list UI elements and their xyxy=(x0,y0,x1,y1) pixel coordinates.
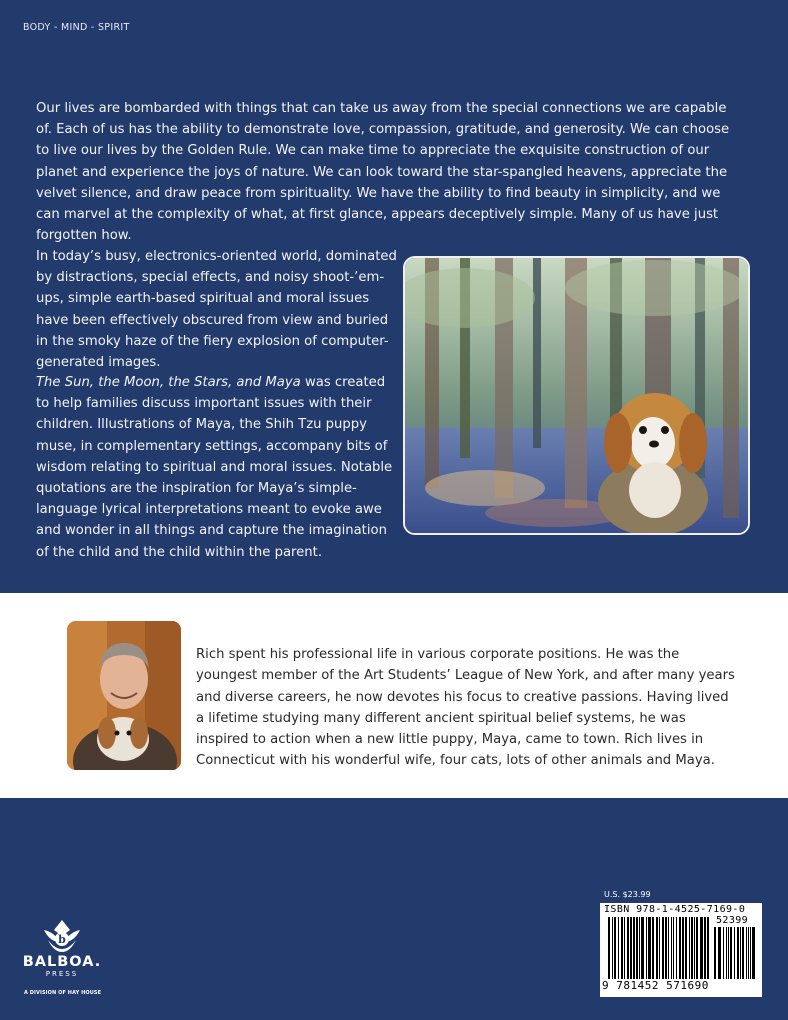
barcode-bar xyxy=(646,917,647,979)
barcode-bar xyxy=(700,917,703,979)
barcode-bar xyxy=(673,917,674,979)
barcode-bar xyxy=(707,917,709,979)
barcode-bar xyxy=(659,917,660,979)
barcode-bars-main xyxy=(608,917,710,981)
barcode-bar xyxy=(750,927,751,979)
author-photo xyxy=(67,621,181,770)
barcode-bar xyxy=(630,917,632,979)
barcode-bar xyxy=(679,917,681,979)
blurb-paragraph-3 xyxy=(36,372,398,563)
blurb-text-2: In today’s busy, electronics-oriented world, dominated by distractions, special effects, and noisy shoot-’em-ups, simple earth-based spiritual and moral issues have been effectively obscured from view and buried in the smoky haze of the fiery explosion of computer-generated images. xyxy=(36,249,397,371)
barcode-bar xyxy=(689,917,690,979)
svg-text:b: b xyxy=(58,933,66,946)
barcode-bar xyxy=(676,917,677,979)
barcode-bar xyxy=(704,917,706,979)
lotus-b-icon xyxy=(40,918,84,954)
barcode-bar xyxy=(691,917,693,979)
author-bio: Rich spent his professional life in various corporate positions. He was the youngest member of the Art Students’ League of New York, and after many years and diverse careers, he now devotes his focus to creative passions. Having lived a lifetime studying many different ancient spiritual belief systems, he was inspired to action when a new little puppy, Maya, came to town. Rich lives in Connecticut with his wonderful wife, four cats, lots of other animals and Maya. xyxy=(196,647,735,769)
barcode-bar xyxy=(742,927,744,979)
author-portrait xyxy=(67,621,181,770)
publisher-sub: PRESS xyxy=(45,970,79,978)
publisher-logo xyxy=(22,918,102,996)
blurb-text-3: was created to help families discuss important issues with their children. Illustrations of Maya, the Shih Tzu puppy muse, in complementary settings, accompany bits of wisdom relating to spiritual and moral issues. Notable quotations are the inspiration for Maya’s simple-language lyrical interpretations meant to evoke awe and wonder in all things and capture the imagination of the child and the child within the parent. xyxy=(36,375,393,560)
book-title: The Sun, the Moon, the Stars, and Maya xyxy=(36,375,301,390)
barcode-bar xyxy=(718,927,721,979)
barcode-bar xyxy=(662,917,664,979)
barcode-number: 9 781452 571690 xyxy=(602,979,709,992)
barcode-bar xyxy=(746,927,747,979)
barcode-bar xyxy=(694,917,695,979)
forest-dog-painting xyxy=(405,258,748,533)
barcode-bar xyxy=(671,917,672,979)
barcode-bar xyxy=(737,927,739,979)
barcode-bar xyxy=(618,917,619,979)
barcode-bar xyxy=(633,917,635,979)
barcode-bar xyxy=(612,917,613,979)
barcode-bar xyxy=(614,917,616,979)
barcode-bar xyxy=(685,917,687,979)
blurb-paragraph-2 xyxy=(36,246,398,373)
barcode-bar xyxy=(714,927,716,979)
barcode-bar xyxy=(668,917,669,979)
barcode-bar xyxy=(726,927,727,979)
barcode-bar xyxy=(641,917,644,979)
barcode-bars-addon xyxy=(714,927,758,981)
barcode-bar xyxy=(734,927,735,979)
barcode-bar xyxy=(608,917,610,979)
price-code: 52399 xyxy=(716,915,749,926)
isbn-barcode xyxy=(600,903,762,997)
price-label: U.S. $23.99 xyxy=(604,890,651,899)
barcode-bar xyxy=(748,927,749,979)
barcode-bar xyxy=(682,917,684,979)
barcode-bar xyxy=(624,917,625,979)
barcode-bar xyxy=(656,917,658,979)
barcode-bar xyxy=(652,917,654,979)
barcode-bar xyxy=(621,917,623,979)
blurb-text-1: Our lives are bombarded with things that can take us away from the special connections we are capable of. Each of us has the ability to demonstrate love, compassion, gratitude, and generosity. We can choose to live our lives by the Golden Rule. We can make time to appreciate the exquisite construction of our planet and experience the joys of nature. We can look toward the star-spangled heavens, appreciate the velvet silence, and draw peace from spirituality. We have the ability to find beauty in simplicity, and we can marvel at the complexity of what, at first glance, appears deceptively simple. Many of us have just forgotten how. xyxy=(36,101,730,244)
maya-forest-illustration xyxy=(403,256,750,535)
barcode-bar xyxy=(665,917,667,979)
barcode-bar xyxy=(636,917,638,979)
barcode-bar xyxy=(752,927,755,979)
publisher-division: A DIVISION OF HAY HOUSE xyxy=(24,990,102,996)
barcode-bar xyxy=(639,917,640,979)
barcode-bar xyxy=(728,927,729,979)
barcode-bar xyxy=(696,917,698,979)
blurb-paragraph-1 xyxy=(36,98,746,246)
dog-figure xyxy=(598,393,708,533)
barcode-bar xyxy=(648,917,651,979)
isbn-text: ISBN 978-1-4525-7169-0 xyxy=(604,904,746,915)
barcode-bar xyxy=(740,927,741,979)
publisher-name: BALBOA. xyxy=(22,954,102,970)
category-label: BODY - MIND - SPIRIT xyxy=(23,22,130,33)
barcode-bar xyxy=(627,917,629,979)
barcode-bar xyxy=(730,927,732,979)
barcode-bar xyxy=(723,927,724,979)
